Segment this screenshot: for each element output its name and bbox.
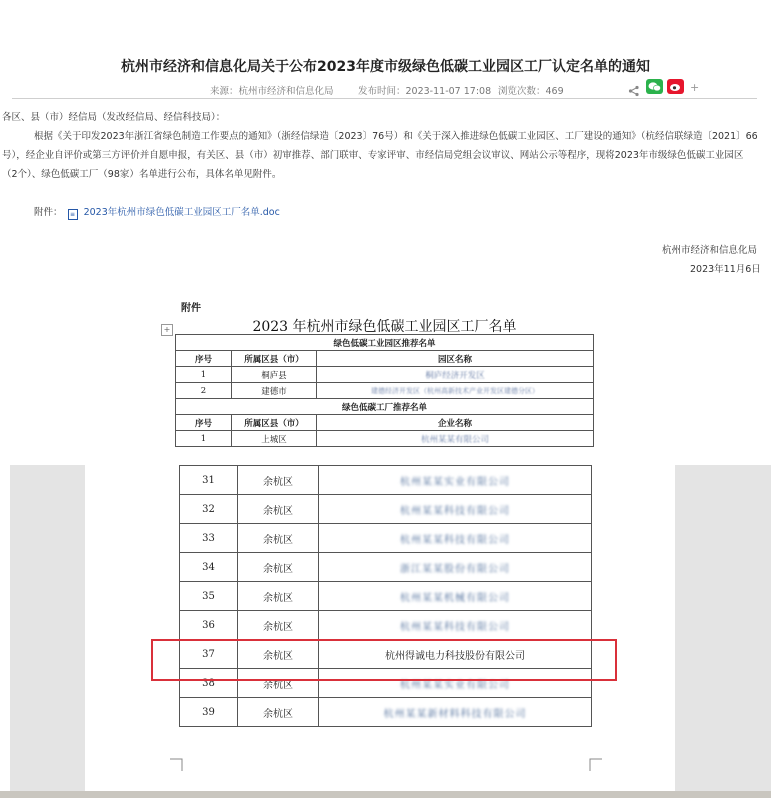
row-district: 余杭区 [238, 495, 319, 524]
row-district: 桐庐县 [232, 367, 317, 383]
wechat-icon[interactable] [646, 79, 663, 98]
list-title: 2023 年杭州市绿色低碳工业园区工厂名单 [252, 319, 517, 335]
row-no: 36 [180, 611, 238, 640]
row-no: 37 [180, 640, 238, 669]
row-name: 杭州某某新材料科技有限公司 [319, 698, 592, 727]
page-corner-mark [588, 757, 602, 771]
table-row [180, 611, 592, 640]
attachment-label: 附件： [34, 207, 63, 218]
paragraph-line-1: 根据《关于印发2023年浙江省绿色制造工作要点的通知》（浙经信绿造〔2023〕76号）和《关于深入推进绿色低碳工业园区、工厂建设的通知》（杭经信联绿造〔2021〕66 [34, 131, 758, 142]
signature-date: 2023年11月6日 [690, 264, 761, 275]
row-name: 杭州某某机械有限公司 [319, 582, 592, 611]
source-text: 来源：杭州市经济和信息化局 [210, 86, 334, 97]
publish-time: 发布时间：2023-11-07 17:08 [358, 86, 492, 97]
row-name: 杭州某某有限公司 [317, 431, 594, 447]
page-corner-mark [170, 757, 184, 771]
factory-table [179, 465, 592, 727]
row-no: 32 [180, 495, 238, 524]
factory-section-title: 绿色低碳工厂推荐名单 [176, 399, 594, 415]
table-row [180, 553, 592, 582]
row-name: 杭州得诚电力科技股份有限公司 [319, 640, 592, 669]
doc-margin-right [675, 465, 771, 798]
row-no: 35 [180, 582, 238, 611]
park-header-name: 园区名称 [317, 351, 594, 367]
page-title: 杭州市经济和信息化局关于公布2023年度市级绿色低碳工业园区工厂认定名单的通知 [121, 59, 650, 75]
row-name: 杭州某某实业有限公司 [319, 669, 592, 698]
park-section-title: 绿色低碳工业园区推荐名单 [176, 335, 594, 351]
row-no: 39 [180, 698, 238, 727]
table-row [180, 582, 592, 611]
row-district: 上城区 [232, 431, 317, 447]
table-row [176, 367, 594, 383]
paragraph-line-2: 号），经企业自评价或第三方评价并自愿申报，有关区、县（市）初审推荐、部门联审、专家评审、市经信局党组会议审议、网站公示等程序，现将2023年市级绿色低碳工业园区 [2, 150, 744, 161]
addressee: 各区、县（市）经信局（发改经信局、经信科技局）： [2, 112, 226, 123]
park-header-no: 序号 [176, 351, 232, 367]
table-move-icon[interactable]: + [161, 324, 173, 336]
row-district: 余杭区 [238, 669, 319, 698]
factory-header-district: 所属区县（市） [232, 415, 317, 431]
table-row [176, 431, 594, 447]
bottom-bar [0, 791, 771, 798]
row-no: 1 [176, 431, 232, 447]
table-row [180, 698, 592, 727]
signature-org: 杭州市经济和信息化局 [662, 245, 758, 256]
paragraph-line-3: （2个）、绿色低碳工厂（98家）名单进行公布，具体名单见附件。 [2, 169, 282, 180]
row-name: 杭州某某科技有限公司 [319, 524, 592, 553]
plus-icon[interactable]: + [690, 81, 700, 94]
row-district: 余杭区 [238, 698, 319, 727]
highlight-box [151, 639, 617, 681]
row-no: 31 [180, 466, 238, 495]
row-name: 浙江某某股份有限公司 [319, 553, 592, 582]
table-row [176, 383, 594, 399]
row-name: 桐庐经济开发区 [317, 367, 594, 383]
divider [12, 98, 757, 99]
park-header-district: 所属区县（市） [232, 351, 317, 367]
weibo-icon[interactable] [667, 79, 684, 98]
attachment-row [34, 203, 280, 222]
row-district: 余杭区 [238, 524, 319, 553]
row-district: 余杭区 [238, 582, 319, 611]
view-count: 浏览次数：469 [498, 86, 564, 97]
row-district: 余杭区 [238, 611, 319, 640]
row-no: 2 [176, 383, 232, 399]
row-district: 余杭区 [238, 640, 319, 669]
row-name: 建德经济开发区（杭州高新技术产业开发区建德分区） [317, 383, 594, 399]
factory-header-no: 序号 [176, 415, 232, 431]
doc-margin-left [10, 465, 85, 798]
table-row [180, 524, 592, 553]
doc-file-icon: ≡ [68, 209, 78, 220]
factory-header-name: 企业名称 [317, 415, 594, 431]
table-row [180, 466, 592, 495]
row-no: 1 [176, 367, 232, 383]
attachment-heading: 附件 [181, 303, 201, 314]
attachment-link[interactable]: 2023年杭州市绿色低碳工业园区工厂名单.doc [83, 207, 280, 218]
row-district: 余杭区 [238, 553, 319, 582]
row-name: 杭州某某科技有限公司 [319, 495, 592, 524]
row-no: 33 [180, 524, 238, 553]
park-table [175, 334, 594, 447]
row-name: 杭州某某科技有限公司 [319, 611, 592, 640]
row-no: 38 [180, 669, 238, 698]
row-no: 34 [180, 553, 238, 582]
row-district: 建德市 [232, 383, 317, 399]
table-row [180, 495, 592, 524]
row-district: 余杭区 [238, 466, 319, 495]
row-name: 杭州某某实业有限公司 [319, 466, 592, 495]
